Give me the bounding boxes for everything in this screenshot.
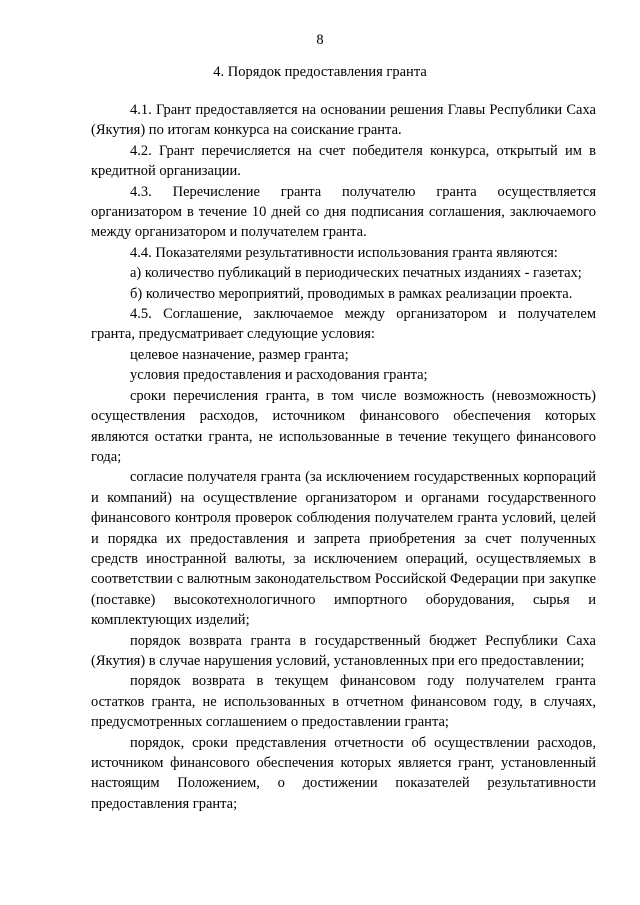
condition-reporting: порядок, сроки представления отчетности об осуществлении расходов, источником финансового обеспечения которых является грант, установленный настоящим Положением, о достижении показателей результативности предоставления гранта; [91,734,596,812]
paragraph-4-2: 4.2. Грант перечисляется на счет победителя конкурса, открытый им в кредитной организации. [91,142,596,180]
condition-terms: условия предоставления и расходования гранта; [130,367,428,384]
paragraph-indicator-b: б) количество мероприятий, проводимых в рамках реализации проекта. [130,285,573,302]
condition-refund-remainder: порядок возврата в текущем финансовом году получателем гранта остатков гранта, не использованных в отчетном финансовом году, в случаях, предусмотренных соглашением о предоставлении гранта; [91,673,596,731]
paragraph-indicator-a: а) количество публикаций в периодических печатных изданиях - газетах; [130,265,582,282]
condition-refund-violation: порядок возврата гранта в государственный бюджет Республики Саха (Якутия) в случае нарушения условий, установленных при его предоставлении; [91,632,596,669]
page-number: 8 [316,32,324,48]
paragraph-4-1: 4.1. Грант предоставляется на основании решения Главы Республики Саха (Якутия) по итогам конкурса на соискание гранта. [91,102,596,139]
condition-purpose: целевое назначение, размер гранта; [130,346,349,363]
condition-consent: согласие получателя гранта (за исключением государственных корпораций и компаний) на осуществление организатором и органами государственного финансового контроля проверок соблюдения получателем гранта условий, целей и порядка их предоставления и запрета приобретения за счет полученных средств иностранной валюты, за исключением операций, осуществляемых в соответствии с валютным законодательством Российской Федерации при закупке (поставке) высокотехнологичного импортного оборудования, сырья и комплектующих изделий; [91,469,596,629]
document-body [91,100,596,814]
paragraph-4-4: 4.4. Показателями результативности использования гранта являются: [130,244,558,261]
paragraph-4-3: 4.3. Перечисление гранта получателю гранта осуществляется организатором в течение 10 дней со дня подписания соглашения, заключаемого между организатором и получателем гранта. [91,183,596,241]
condition-transfer-dates: сроки перечисления гранта, в том числе возможность (невозможность) осуществления расходов, источником финансового обеспечения которых являются остатки гранта, не использованные в течение текущего финансового года; [91,387,596,465]
section-title: 4. Порядок предоставления гранта [213,64,427,80]
paragraph-4-5: 4.5. Соглашение, заключаемое между организатором и получателем гранта, предусматривает следующие условия: [91,306,596,343]
